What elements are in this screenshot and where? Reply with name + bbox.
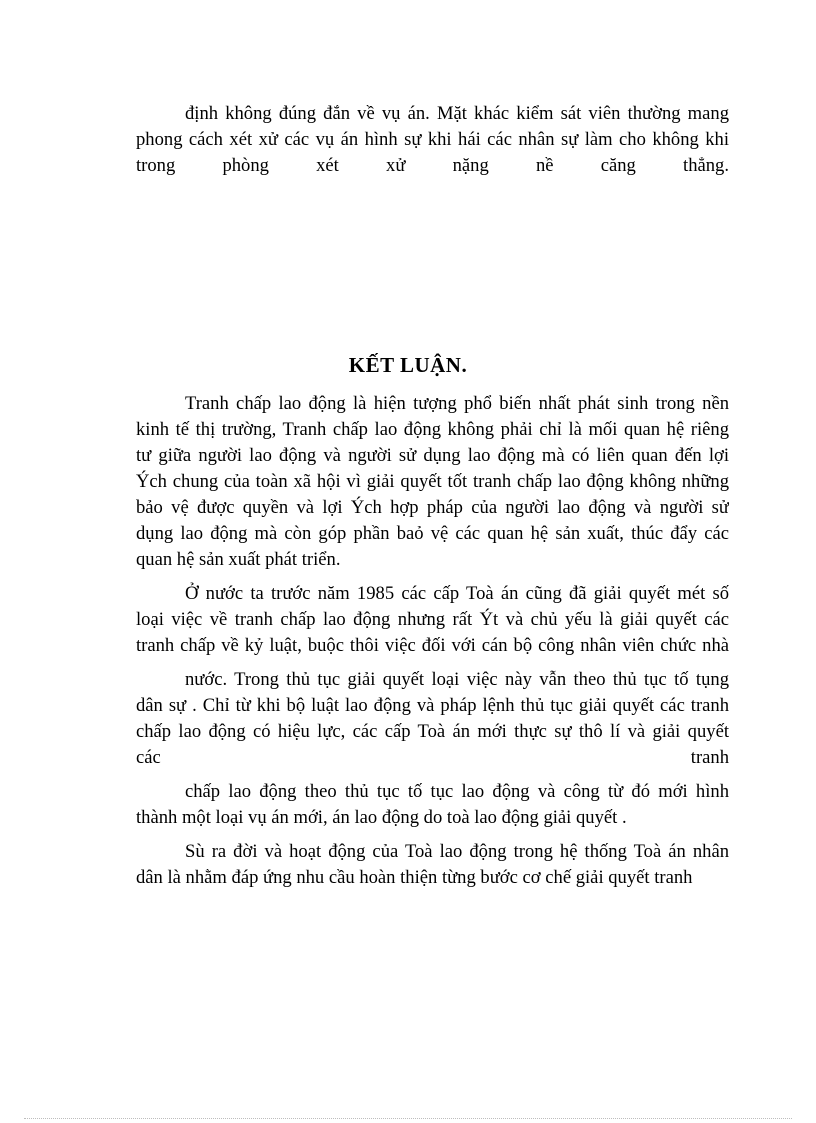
section-heading: KẾT LUẬN. bbox=[348, 353, 468, 377]
paragraph-line: Ých chung của toàn xã hội vì giải quyết tốt tranh chấp lao động không những bbox=[136, 471, 729, 492]
paragraph-line: Tranh chấp lao động là hiện tượng phổ biến nhất phát sinh trong nền bbox=[185, 393, 729, 414]
paragraph-line: quan hệ sản xuất phát triển. bbox=[136, 549, 341, 570]
paragraph-line: tư giữa người lao động và người sử dụng lao động mà có liên quan đến lợi bbox=[136, 445, 729, 466]
paragraph-line: loại việc về tranh chấp lao động nhưng rất Ýt và chủ yếu là giải quyết các bbox=[136, 609, 729, 630]
paragraph-line: các tranh bbox=[136, 747, 729, 768]
paragraph-line: phong cách xét xử các vụ án hình sự khi hái các nhân sự làm cho không khi bbox=[136, 129, 729, 150]
paragraph-line: kinh tế thị trường, Tranh chấp lao động không phải chỉ là mối quan hệ riêng bbox=[136, 419, 729, 440]
paragraph-line: dân sự . Chỉ từ khi bộ luật lao động và pháp lệnh thủ tục giải quyết các tranh bbox=[136, 695, 729, 716]
paragraph-line: Ở nước ta trước năm 1985 các cấp Toà án cũng đã giải quyết mét số bbox=[185, 583, 729, 604]
paragraph-line: định không đúng đắn về vụ án. Mặt khác kiểm sát viên thường mang bbox=[185, 103, 729, 124]
paragraph-line: trong phòng xét xử nặng nề căng thẳng. bbox=[136, 155, 729, 176]
page-bottom-divider bbox=[24, 1118, 792, 1119]
paragraph-line: dụng lao động mà còn góp phần baỏ vệ các quan hệ sản xuất, thúc đẩy các bbox=[136, 523, 729, 544]
paragraph-line: nước. Trong thủ tục giải quyết loại việc này vẫn theo thủ tục tố tụng bbox=[185, 669, 729, 690]
paragraph-line: bảo vệ được quyền và lợi Ých hợp pháp của người lao động và người sử bbox=[136, 497, 729, 518]
paragraph-line: thành một loại vụ án mới, án lao động do toà lao động giải quyết . bbox=[136, 807, 627, 828]
paragraph-line: chấp lao động có hiệu lực, các cấp Toà án mới thực sự thô lí và giải quyết bbox=[136, 721, 729, 742]
paragraph-line: chấp lao động theo thủ tục tố tục lao động và công từ đó mới hình bbox=[185, 781, 729, 802]
paragraph-line: dân là nhằm đáp ứng nhu cầu hoàn thiện từng bước cơ chế giải quyết tranh bbox=[136, 867, 693, 888]
paragraph-line: tranh chấp về kỷ luật, buộc thôi việc đối với cán bộ công nhân viên chức nhà bbox=[136, 635, 729, 656]
paragraph-line: Sù ra đời và hoạt động của Toà lao động trong hệ thống Toà án nhân bbox=[185, 841, 729, 862]
